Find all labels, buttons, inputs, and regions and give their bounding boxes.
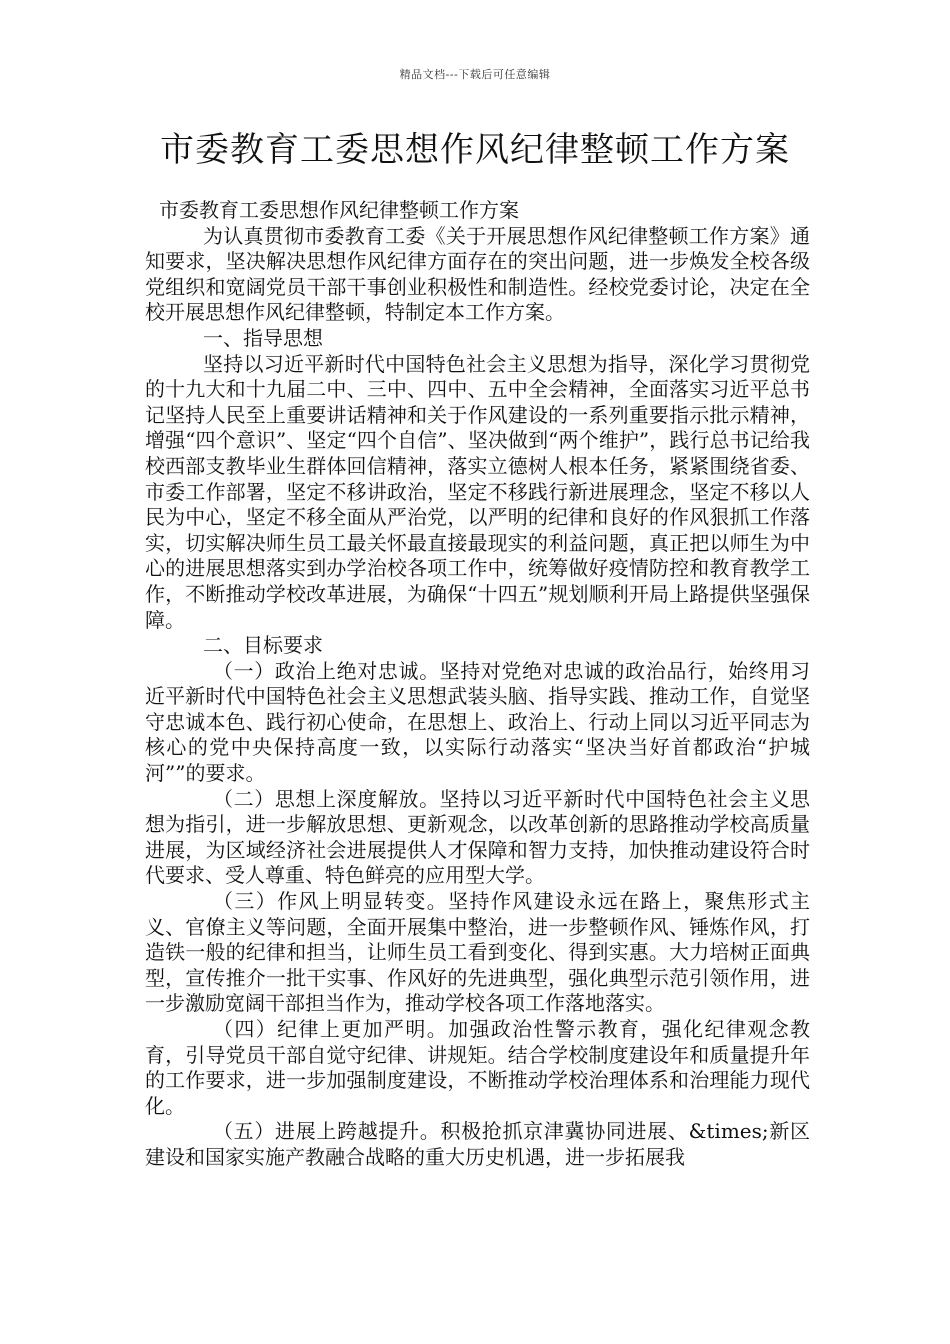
- section-heading-goals: 二、目标要求: [203, 633, 323, 658]
- goal-item-thought-liberation: （二）思想上深度解放。坚持以习近平新时代中国特色社会主义思想为指引，进一步解放思想、更新观念，以改革创新的思路推动学校高质量进展，为区域经济社会进展提供人才保障和智力支持，加快推动建设符合时代要求、受人尊重、特色鲜亮的应用型大学。: [145, 786, 810, 888]
- section-heading-guiding-thought: 一、指导思想: [203, 325, 323, 350]
- document-subtitle: 市委教育工委思想作风纪律整顿工作方案: [159, 198, 519, 222]
- document-body: [145, 198, 810, 1171]
- intro-paragraph: 为认真贯彻市委教育工委《关于开展思想作风纪律整顿工作方案》通知要求，坚决解决思想作风纪律方面存在的突出问题，进一步焕发全校各级党组织和宽阔党员干部干事创业积极性和制造性。经校党委讨论，决定在全校开展思想作风纪律整顿，特制定本工作方案。: [145, 223, 810, 325]
- goal-item-discipline: （四）纪律上更加严明。加强政治性警示教育，强化纪律观念教育，引导党员干部自觉守纪律、讲规矩。结合学校制度建设年和质量提升年的工作要求，进一步加强制度建设，不断推动学校治理体系和治理能力现代化。: [145, 1017, 810, 1118]
- document-title: 市委教育工委思想作风纪律整顿工作方案: [160, 130, 790, 170]
- guiding-thought-paragraph: 坚持以习近平新时代中国特色社会主义思想为指导，深化学习贯彻党的十九大和十九届二中、三中、四中、五中全会精神，全面落实习近平总书记坚持人民至上重要讲话精神和关于作风建设的一系列重要指示批示精神，增强“四个意识”、坚定“四个自信”、坚决做到“两个维护”，践行总书记给我校西部支教毕业生群体回信精神，落实立德树人根本任务，紧紧围绕省委、市委工作部署，坚定不移讲政治，坚定不移践行新进展理念，坚定不移以人民为中心，坚定不移全面从严治党，以严明的纪律和良好的作风狠抓工作落实，切实解决师生员工最关怀最直接最现实的利益问题，真正把以师生为中心的进展思想落实到办学治校各项工作中，统筹做好疫情防控和教育教学工作，不断推动学校改革进展，为确保“十四五”规划顺利开局上路提供坚强保障。: [145, 351, 810, 632]
- header-note: 精品文档---下载后可任意编辑: [399, 68, 551, 81]
- goal-item-development: （五）进展上跨越提升。积极抢抓京津冀协同进展、&times;新区建设和国家实施产教融合战略的重大历史机遇，进一步拓展我: [145, 1119, 810, 1169]
- goal-item-political-loyalty: （一）政治上绝对忠诚。坚持对党绝对忠诚的政治品行，始终用习近平新时代中国特色社会主义思想武装头脑、指导实践、推动工作，自觉坚守忠诚本色、践行初心使命，在思想上、政治上、行动上同以习近平同志为核心的党中央保持高度一致，以实际行动落实“坚决当好首都政治“护城河””的要求。: [145, 658, 810, 786]
- goal-item-style-change: （三）作风上明显转变。坚持作风建设永远在路上，聚焦形式主义、官僚主义等问题，全面开展集中整治，进一步整顿作风、锤炼作风，打造铁一般的纪律和担当，让师生员工看到变化、得到实惠。大力培树正面典型，宣传推介一批干实事、作风好的先进典型，强化典型示范引领作用，进一步激励宽阔干部担当作为，推动学校各项工作落地落实。: [145, 889, 810, 1016]
